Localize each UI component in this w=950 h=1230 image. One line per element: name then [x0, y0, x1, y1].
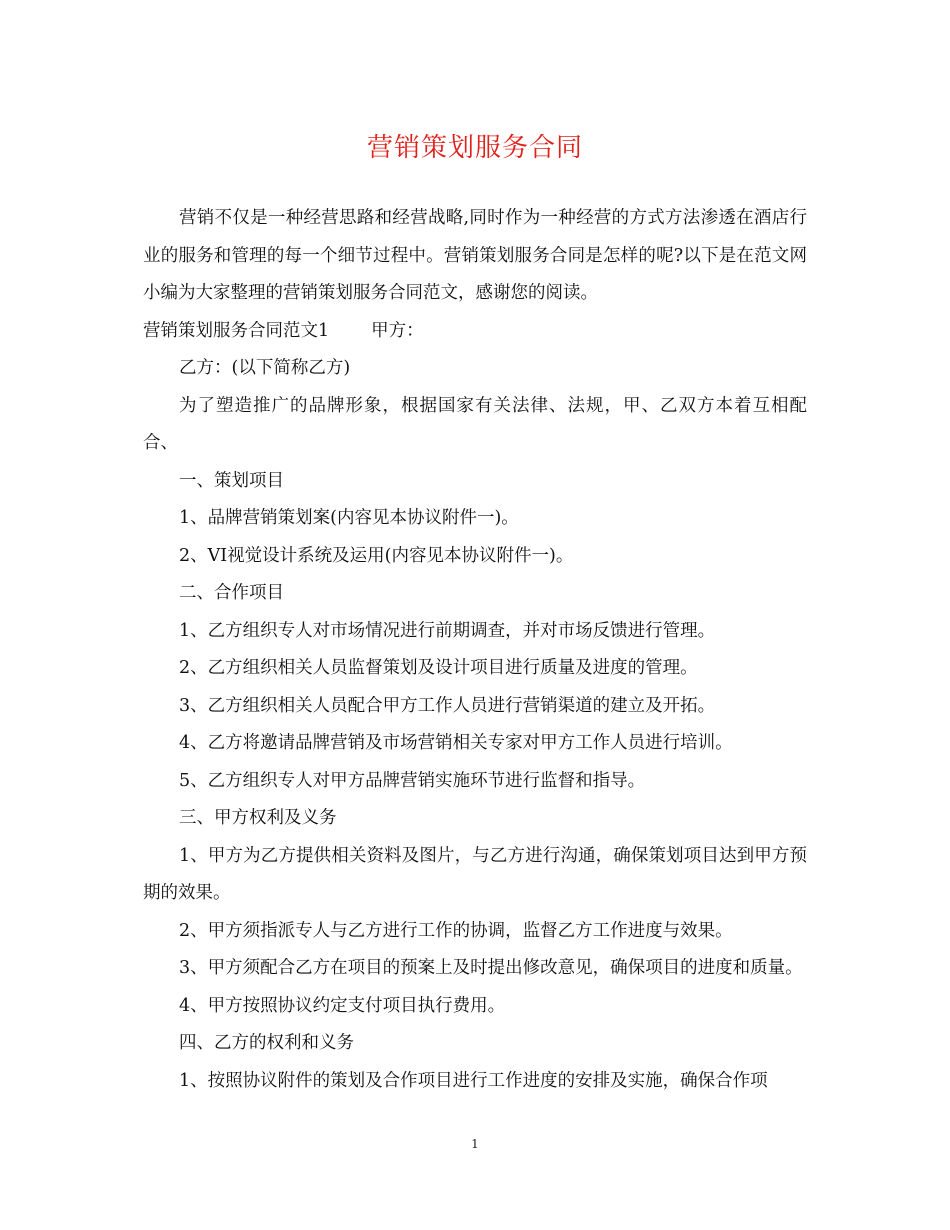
section-item: 4、乙方将邀请品牌营销及市场营销相关专家对甲方工作人员进行培训。	[179, 733, 733, 753]
section-item: 4、甲方按照协议约定支付项目执行费用。	[179, 995, 506, 1016]
section-heading: 三、甲方权利及义务	[179, 808, 337, 828]
section-heading: 二、合作项目	[179, 583, 284, 603]
section-item: 1、甲方为乙方提供相关资料及图片，与乙方进行沟通，确保策划项目达到甲方预期的效果。	[143, 845, 807, 903]
section-item: 3、甲方须配合乙方在项目的预案上及时提出修改意见，确保项目的进度和质量。	[179, 958, 803, 978]
document-title: 营销策划服务合同	[366, 133, 583, 163]
section-item: 1、按照协议附件的策划及合作项目进行工作进度的安排及实施，确保合作项	[179, 1070, 768, 1091]
section-item: 5、乙方组织专人对甲方品牌营销实施环节进行监督和指导。	[179, 770, 646, 791]
section-item: 1、乙方组织专人对市场情况进行前期调查，并对市场反馈进行管理。	[179, 620, 716, 641]
section-heading: 一、策划项目	[179, 470, 284, 491]
section-item: 1、品牌营销策划案(内容见本协议附件一)。	[179, 508, 519, 528]
party-a-label: 甲方：	[371, 320, 424, 341]
section-item: 2、VI视觉设计系统及运用(内容见本协议附件一)。	[179, 545, 574, 566]
preamble-paragraph: 为了塑造推广的品牌形象，根据国家有关法律、法规，甲、乙双方本着互相配合、	[143, 395, 807, 453]
section-item: 3、乙方组织相关人员配合甲方工作人员进行营销渠道的建立及开拓。	[179, 695, 716, 716]
page-number: 1	[471, 1137, 479, 1151]
intro-paragraph: 营销不仅是一种经营思路和经营战略,同时作为一种经营的方式方法渗透在酒店行业的服务和管理的每一个细节过程中。营销策划服务合同是怎样的呢?以下是在范文网小编为大家整理的营销策划服务合同范文，感谢您的阅读。	[143, 208, 807, 303]
sample-heading: 营销策划服务合同范文1	[143, 320, 330, 341]
sample-heading-line	[143, 313, 807, 351]
document-body	[143, 200, 807, 1100]
party-b-label: 乙方：(以下简称乙方)	[179, 358, 351, 378]
section-item: 2、乙方组织相关人员监督策划及设计项目进行质量及进度的管理。	[179, 658, 698, 678]
section-heading: 四、乙方的权利和义务	[179, 1033, 354, 1053]
section-item: 2、甲方须指派专人与乙方进行工作的协调，监督乙方工作进度与效果。	[179, 920, 733, 941]
